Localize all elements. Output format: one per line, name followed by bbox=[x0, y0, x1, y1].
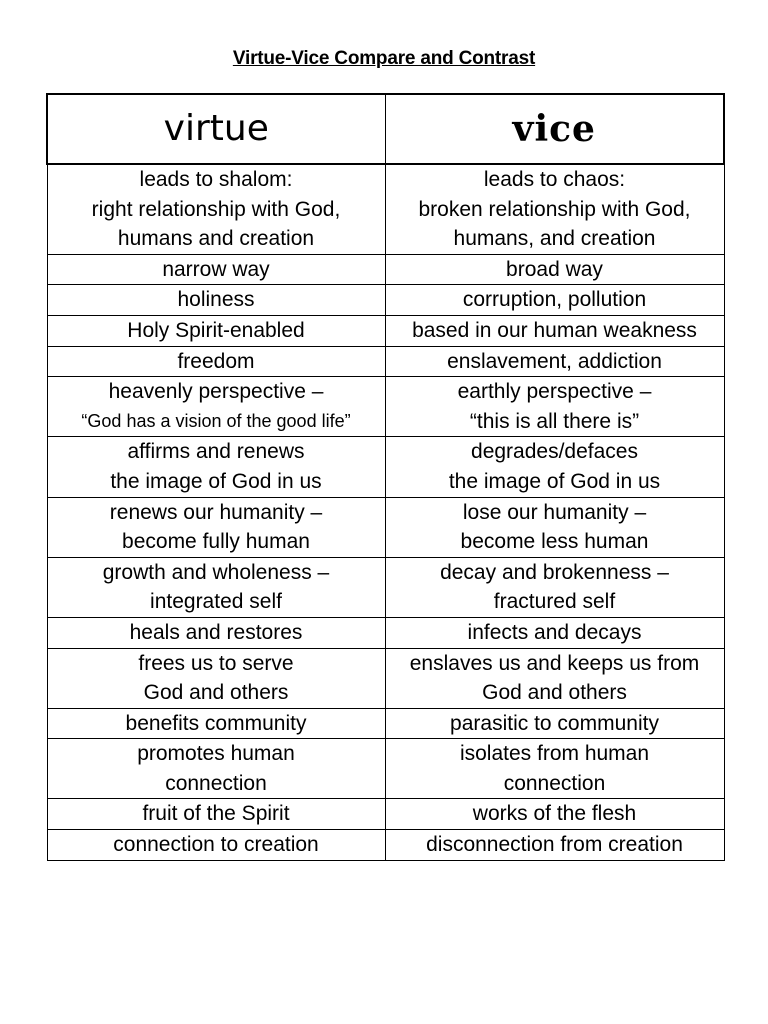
virtue-text-line: growth and wholeness – bbox=[102, 560, 330, 584]
vice-text-line: “this is all there is” bbox=[469, 409, 640, 433]
virtue-text-line: affirms and renews bbox=[127, 440, 305, 464]
vice-text-line: parasitic to community bbox=[450, 711, 659, 735]
vice-cell bbox=[385, 254, 724, 285]
vice-cell bbox=[385, 830, 724, 861]
vice-text-line: earthly perspective – bbox=[457, 380, 652, 404]
virtue-cell bbox=[47, 346, 385, 377]
virtue-text-line: narrow way bbox=[162, 257, 270, 281]
vice-cell bbox=[385, 164, 724, 254]
vice-cell bbox=[385, 617, 724, 648]
table-row bbox=[47, 346, 724, 377]
vice-cell bbox=[385, 437, 724, 497]
virtue-text-line: integrated self bbox=[150, 590, 282, 614]
virtue-cell bbox=[47, 830, 385, 861]
vice-cell bbox=[385, 377, 724, 437]
virtue-text-line: God and others bbox=[143, 681, 289, 705]
table-row bbox=[47, 437, 724, 497]
table-row bbox=[47, 739, 724, 799]
vice-text-line: isolates from human bbox=[459, 742, 650, 766]
virtue-cell bbox=[47, 617, 385, 648]
table-row bbox=[47, 708, 724, 739]
virtue-cell bbox=[47, 799, 385, 830]
vice-text-line: lose our humanity – bbox=[462, 500, 647, 524]
virtue-text-line: freedom bbox=[177, 349, 255, 373]
vice-text-line: based in our human weakness bbox=[412, 318, 697, 342]
table-row bbox=[47, 164, 724, 254]
vice-text-line: become less human bbox=[460, 530, 649, 554]
table-row bbox=[47, 799, 724, 830]
virtue-text-line: leads to shalom: bbox=[139, 168, 293, 191]
vice-text-line: broken relationship with God, bbox=[418, 197, 691, 221]
table-header-row bbox=[47, 94, 724, 164]
vice-cell bbox=[385, 285, 724, 316]
vice-text-line: infects and decays bbox=[467, 620, 642, 644]
virtue-text-line: heals and restores bbox=[129, 620, 303, 644]
table-row bbox=[47, 497, 724, 557]
vice-text-line: the image of God in us bbox=[448, 469, 661, 493]
virtue-header: virtue bbox=[163, 108, 269, 149]
vice-cell bbox=[385, 557, 724, 617]
virtue-text-line: holiness bbox=[177, 288, 255, 312]
virtue-vice-table bbox=[46, 93, 725, 861]
table-row bbox=[47, 285, 724, 316]
page-title: Virtue-Vice Compare and Contrast bbox=[232, 48, 536, 69]
vice-cell bbox=[385, 648, 724, 708]
vice-cell bbox=[385, 497, 724, 557]
table-row bbox=[47, 254, 724, 285]
virtue-cell bbox=[47, 648, 385, 708]
virtue-text-line: become fully human bbox=[122, 530, 310, 554]
table-row bbox=[47, 830, 724, 861]
vice-text-line: broad way bbox=[506, 257, 603, 281]
virtue-text-line: benefits community bbox=[125, 711, 307, 735]
vice-text-line: decay and brokenness – bbox=[440, 560, 669, 584]
vice-cell bbox=[385, 799, 724, 830]
virtue-cell bbox=[47, 557, 385, 617]
virtue-cell bbox=[47, 437, 385, 497]
virtue-text-line: promotes human bbox=[137, 742, 295, 766]
virtue-text-line: connection to creation bbox=[113, 833, 319, 857]
vice-text-line: humans, and creation bbox=[453, 227, 656, 251]
vice-text-line: enslaves us and keeps us from bbox=[409, 651, 700, 675]
vice-cell bbox=[385, 708, 724, 739]
vice-text-line: degrades/defaces bbox=[471, 440, 638, 464]
vice-text-line: enslavement, addiction bbox=[447, 349, 662, 373]
virtue-cell bbox=[47, 254, 385, 285]
vice-cell bbox=[385, 315, 724, 346]
vice-text-line: disconnection from creation bbox=[426, 833, 683, 857]
virtue-text-line: fruit of the Spirit bbox=[142, 802, 290, 826]
table-row bbox=[47, 648, 724, 708]
vice-text-line: connection bbox=[503, 771, 606, 795]
table-row bbox=[47, 377, 724, 437]
vice-text-line: God and others bbox=[482, 681, 627, 705]
virtue-cell bbox=[47, 708, 385, 739]
table-row bbox=[47, 617, 724, 648]
virtue-cell bbox=[47, 739, 385, 799]
vice-text-line: corruption, pollution bbox=[462, 288, 647, 312]
virtue-cell bbox=[47, 164, 385, 254]
vice-text-line: leads to chaos: bbox=[483, 168, 626, 191]
vice-cell bbox=[385, 346, 724, 377]
vice-cell bbox=[385, 739, 724, 799]
virtue-cell bbox=[47, 377, 385, 437]
vice-header-cell bbox=[385, 94, 724, 164]
vice-text-line: works of the flesh bbox=[472, 802, 637, 826]
virtue-text-line: “God has a vision of the good life” bbox=[81, 410, 351, 431]
table-row bbox=[47, 315, 724, 346]
virtue-text-line: frees us to serve bbox=[138, 651, 294, 675]
virtue-text-line: heavenly perspective – bbox=[108, 380, 324, 404]
virtue-text-line: the image of God in us bbox=[110, 469, 322, 493]
vice-text-line: fractured self bbox=[493, 590, 616, 614]
virtue-text-line: connection bbox=[165, 771, 267, 795]
virtue-text-line: renews our humanity – bbox=[109, 500, 323, 524]
virtue-cell bbox=[47, 497, 385, 557]
virtue-header-cell bbox=[47, 94, 385, 164]
virtue-text-line: humans and creation bbox=[117, 227, 315, 251]
table-row bbox=[47, 557, 724, 617]
vice-header: vice bbox=[512, 107, 596, 150]
virtue-cell bbox=[47, 315, 385, 346]
virtue-cell bbox=[47, 285, 385, 316]
virtue-text-line: right relationship with God, bbox=[91, 197, 341, 221]
virtue-text-line: Holy Spirit-enabled bbox=[127, 318, 305, 342]
